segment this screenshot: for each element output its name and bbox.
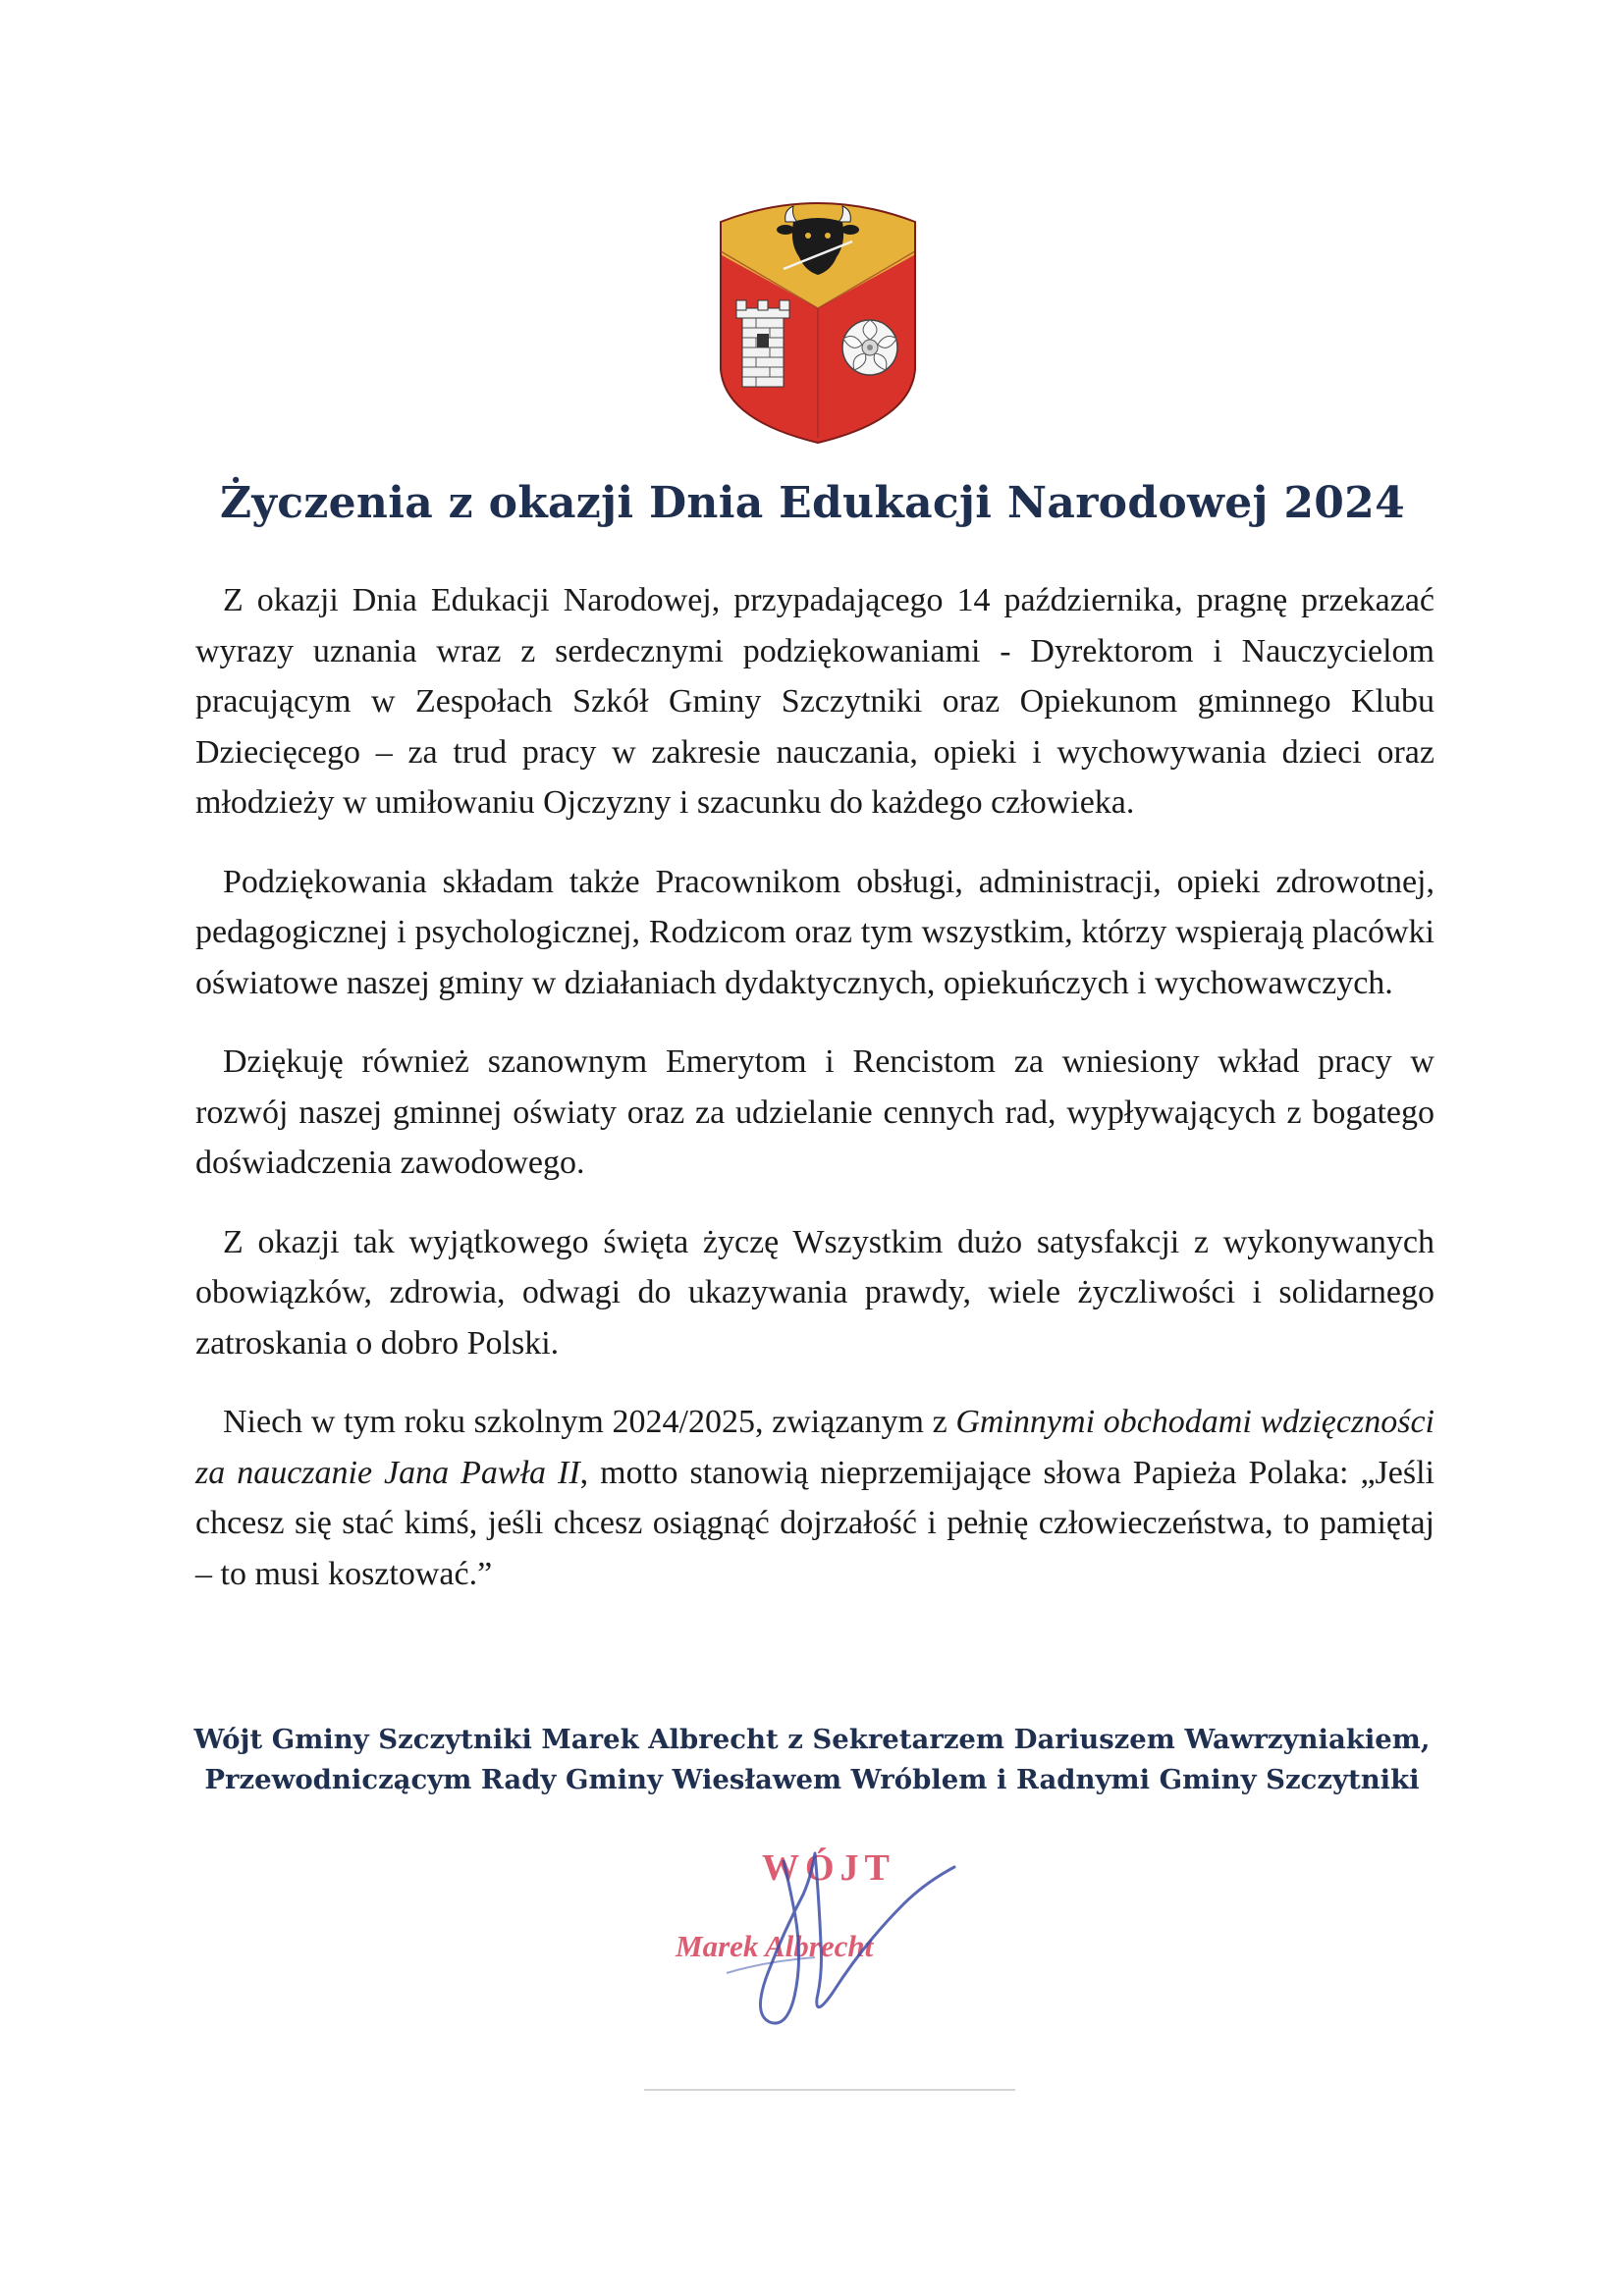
coat-of-arms: [715, 192, 921, 444]
signature-line: [644, 2089, 1015, 2091]
document-title: Życzenia z okazji Dnia Edukacji Narodowej 2024: [219, 478, 1406, 528]
paragraph-3: Dziękuję również szanownym Emerytom i Rencistom za wniesiony wkład pracy w rozwój naszej gminnej oświaty oraz za udzielanie cennych rad, wypływających z bogatego doświadczenia zawodowego.: [195, 1043, 1435, 1181]
signature-stamp: [668, 1826, 982, 2061]
paragraph-5-quote: , motto stanowią nieprzemijające słowa Papieża Polaka: „Jeśli chcesz się stać kimś, jeśli chcesz osiągnąć dojrzałość i pełnię człowieczeństwa, to pamiętaj – to musi kosztować.”: [195, 1454, 1435, 1592]
paragraph-5-italic: Gminnymi obchodami wdzięczności za nauczanie Jana Pawła II: [195, 1404, 1435, 1491]
tower-icon: [736, 300, 789, 387]
paragraph-5: [195, 1397, 1435, 1599]
letter-body: [195, 575, 1435, 1628]
signatories-line-1: Wójt Gminy Szczytniki Marek Albrecht z Sekretarzem Dariuszem Wawrzyniakiem,: [193, 1724, 1431, 1755]
stamp-title: WÓJT: [762, 1847, 895, 1889]
paragraph-1: Z okazji Dnia Edukacji Narodowej, przypadającego 14 października, pragnę przekazać wyrazy uznania wraz z serdecznymi podziękowaniami - Dyrektorom i Nauczycielom pracującym w Zespołach Szkół Gminy Szczytniki oraz Opiekunom gminnego Klubu Dziecięcego – za trud pracy w zakresie nauczania, opieki i wychowywania dzieci oraz młodzieży w umiłowaniu Ojczyzny i szacunku do każdego człowieka.: [195, 582, 1435, 821]
paragraph-5-start: Niech w tym roku szkolnym 2024/2025, związanym z: [223, 1404, 956, 1440]
signatories-line-2: Przewodniczącym Rady Gminy Wiesławem Wróblem i Radnymi Gminy Szczytniki: [204, 1764, 1420, 1795]
paragraph-2: Podziękowania składam także Pracownikom obsługi, administracji, opieki zdrowotnej, pedagogicznej i psychologicznej, Rodzicom oraz tym wszystkim, którzy wspierają placówki oświatowe naszej gminy w działaniach dydaktycznych, opiekuńczych i wychowawczych.: [195, 863, 1435, 1001]
stamp-name: Marek Albrecht: [676, 1929, 874, 1963]
signatories-block: [177, 1720, 1447, 1800]
paragraph-4: Z okazji tak wyjątkowego święta życzę Wszystkim dużo satysfakcji z wykonywanych obowiązków, zdrowia, odwagi do ukazywania prawdy, wiele życzliwości i solidarnego zatroskania o dobro Polski.: [195, 1223, 1435, 1362]
rose-icon: [842, 320, 897, 375]
